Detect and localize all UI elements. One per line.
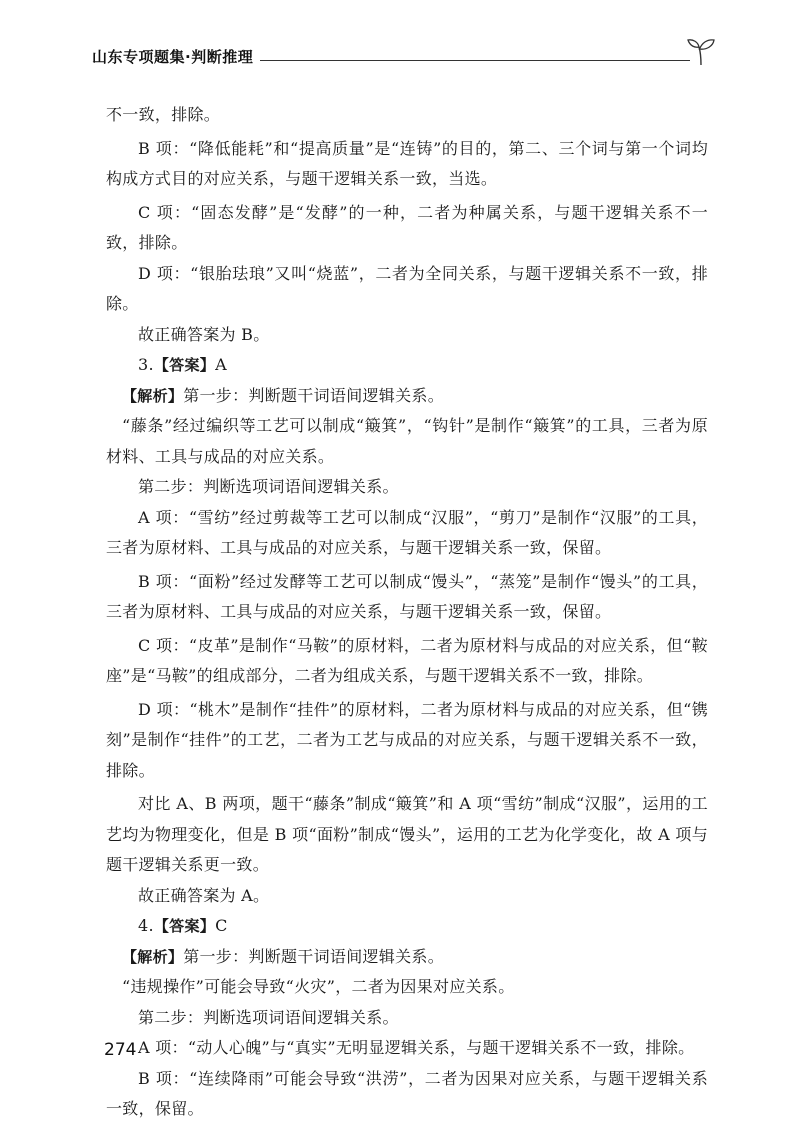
question-3-answer: 3.【答案】A [138, 355, 227, 374]
step-two: 第二步：判断选项词语间逻辑关系。 [138, 477, 399, 496]
option-d-analysis: D 项：“银胎珐琅”又叫“烧蓝”，二者为全同关系，与题干逻辑关系不一致，排除。 [106, 263, 708, 313]
option-b-analysis: B 项：“面粉”经过发酵等工艺可以制成“馒头”，“蒸笼”是制作“馒头”的工具，三者为原材料、工具与成品的对应关系，与题干逻辑关系一致，保留。 [106, 571, 708, 621]
stem-relation: “藤条”经过编织等工艺可以制成“簸箕”，“钩针”是制作“簸箕”的工具，三者为原材料、工具与成品的对应关系。 [106, 416, 708, 466]
question-4-analysis: 【解析】第一步：判断题干词语间逻辑关系。 [122, 946, 445, 966]
question-4-answer: 4.【答案】C [138, 916, 228, 935]
comparison: 对比 A、B 两项，题干“藤条”制成“簸箕”和 A 项“雪纺”制成“汉服”，运用的工艺均为物理变化，但是 B 项“面粉”制成“馒头”，运用的工艺为化学变化，故 A 项与题干逻辑关系更一致。 [106, 794, 708, 874]
answer-explanation-body [106, 100, 708, 1125]
option-c-analysis: C 项：“固态发酵”是“发酵”的一种，二者为种属关系，与题干逻辑关系不一致，排除。 [106, 202, 708, 252]
conclusion: 故正确答案为 B。 [138, 324, 270, 344]
sprout-icon [686, 34, 716, 66]
option-d-analysis: D 项：“桃木”是制作“挂件”的原材料，二者为原材料与成品的对应关系，但“镌刻”是制作“挂件”的工艺，二者为工艺与成品的对应关系，与题干逻辑关系不一致，排除。 [106, 699, 708, 780]
conclusion: 故正确答案为 A。 [138, 885, 270, 905]
paragraph-continuation: 不一致，排除。 [106, 105, 221, 124]
analysis-tag: 【解析】 [122, 947, 184, 966]
step-two: 第二步：判断选项词语间逻辑关系。 [138, 1007, 399, 1027]
page-header [92, 34, 712, 68]
option-a-analysis: A 项：“雪纺”经过剪裁等工艺可以制成“汉服”，“剪刀”是制作“汉服”的工具，三者为原材料、工具与成品的对应关系，与题干逻辑关系一致，保留。 [106, 507, 708, 557]
header-rule [260, 60, 690, 61]
option-c-analysis: C 项：“皮革”是制作“马鞍”的原材料，二者为原材料与成品的对应关系，但“鞍座”是“马鞍”的组成部分，二者为组成关系，与题干逻辑关系不一致，排除。 [106, 635, 708, 685]
analysis-tag: 【解析】 [122, 386, 184, 405]
header-title: 山东专项题集·判断推理 [92, 48, 254, 66]
page-number: 274 [104, 1040, 137, 1060]
question-3-analysis: 【解析】第一步：判断题干词语间逻辑关系。 [122, 385, 445, 405]
stem-relation: “违规操作”可能会导致“火灾”，二者为因果对应关系。 [122, 977, 515, 996]
answer-tag: 【答案】 [153, 356, 216, 374]
answer-tag: 【答案】 [153, 917, 216, 935]
option-a-analysis: A 项：“动人心魄”与“真实”无明显逻辑关系，与题干逻辑关系不一致，排除。 [138, 1038, 695, 1057]
option-b-analysis: B 项：“降低能耗”和“提高质量”是“连铸”的目的，第二、三个词与第一个词均构成方式目的对应关系，与题干逻辑关系一致，当选。 [106, 138, 708, 188]
option-b-analysis: B 项：“连续降雨”可能会导致“洪涝”，二者为因果对应关系，与题干逻辑关系一致，保留。 [106, 1068, 708, 1118]
